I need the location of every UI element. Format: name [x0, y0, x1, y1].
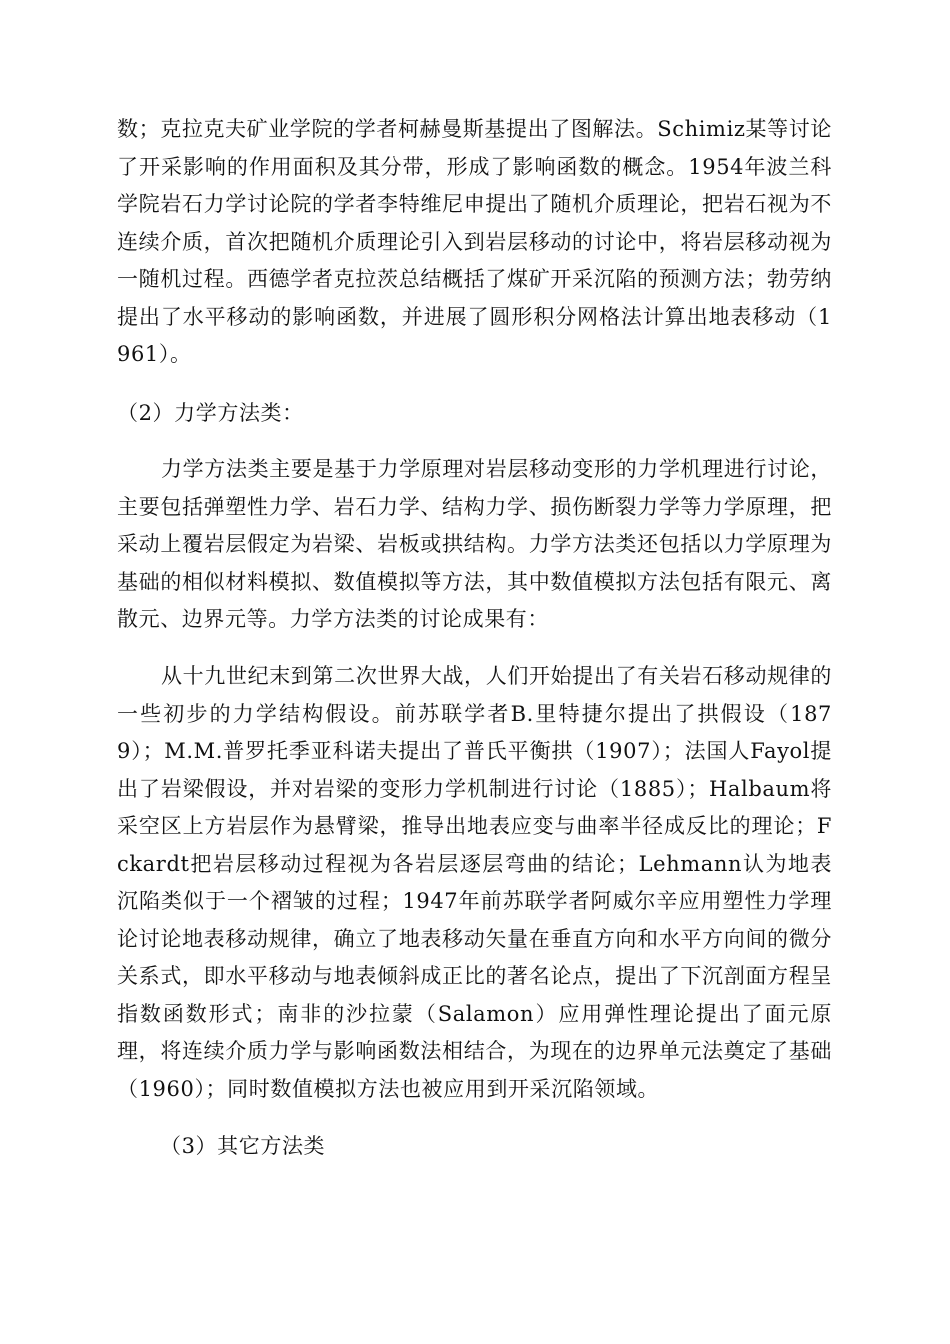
- section-heading-other-methods: （3）其它方法类: [160, 1134, 326, 1158]
- paragraph-mechanics-methods-intro: 力学方法类主要是基于力学原理对岩层移动变形的力学机理进行讨论，主要包括弹塑性力学、岩石力学、结构力学、损伤断裂力学等力学原理，把采动上覆岩层假定为岩梁、岩板或拱结构。力学方法类还包括以力学原理为基础的相似材料模拟、数值模拟等方法，其中数值模拟方法包括有限元、离散元、边界元等。力学方法类的讨论成果有：: [117, 457, 832, 631]
- paragraph-influence-function-history: 数；克拉克夫矿业学院的学者柯赫曼斯基提出了图解法。Schimiz某等讨论了开采影响的作用面积及其分带，形成了影响函数的概念。1954年波兰科学院岩石力学讨论院的学者李特维尼申提出了随机介质理论，把岩石视为不连续介质，首次把随机介质理论引入到岩层移动的讨论中，将岩层移动视为一随机过程。西德学者克拉茨总结概括了煤矿开采沉陷的预测方法；勃劳纳提出了水平移动的影响函数，并进展了圆形积分网格法计算出地表移动（1961）。: [117, 117, 832, 366]
- paragraph-mechanics-methods-history: 从十九世纪末到第二次世界大战，人们开始提出了有关岩石移动规律的一些初步的力学结构假设。前苏联学者B.里特捷尔提出了拱假设（1879）；M.M.普罗托季亚科诺夫提出了普氏平衡拱（1907）；法国人Fayol提出了岩梁假设，并对岩梁的变形力学机制进行讨论（1885）；Halbaum将采空区上方岩层作为悬臂梁，推导出地表应变与曲率半径成反比的理论；Fckardt把岩层移动过程视为各岩层逐层弯曲的结论；Lehmann认为地表沉陷类似于一个褶皱的过程；1947年前苏联学者阿威尔辛应用塑性力学理论讨论地表移动规律，确立了地表移动矢量在垂直方向和水平方向间的微分关系式，即水平移动与地表倾斜成正比的著名论点，提出了下沉剖面方程呈指数函数形式；南非的沙拉蒙（Salamon）应用弹性理论提出了面元原理，将连续介质力学与影响函数法相结合，为现在的边界单元法奠定了基础（1960）；同时数值模拟方法也被应用到开采沉陷领域。: [117, 664, 832, 1101]
- section-heading-mechanics-methods: （2）力学方法类：: [117, 401, 304, 425]
